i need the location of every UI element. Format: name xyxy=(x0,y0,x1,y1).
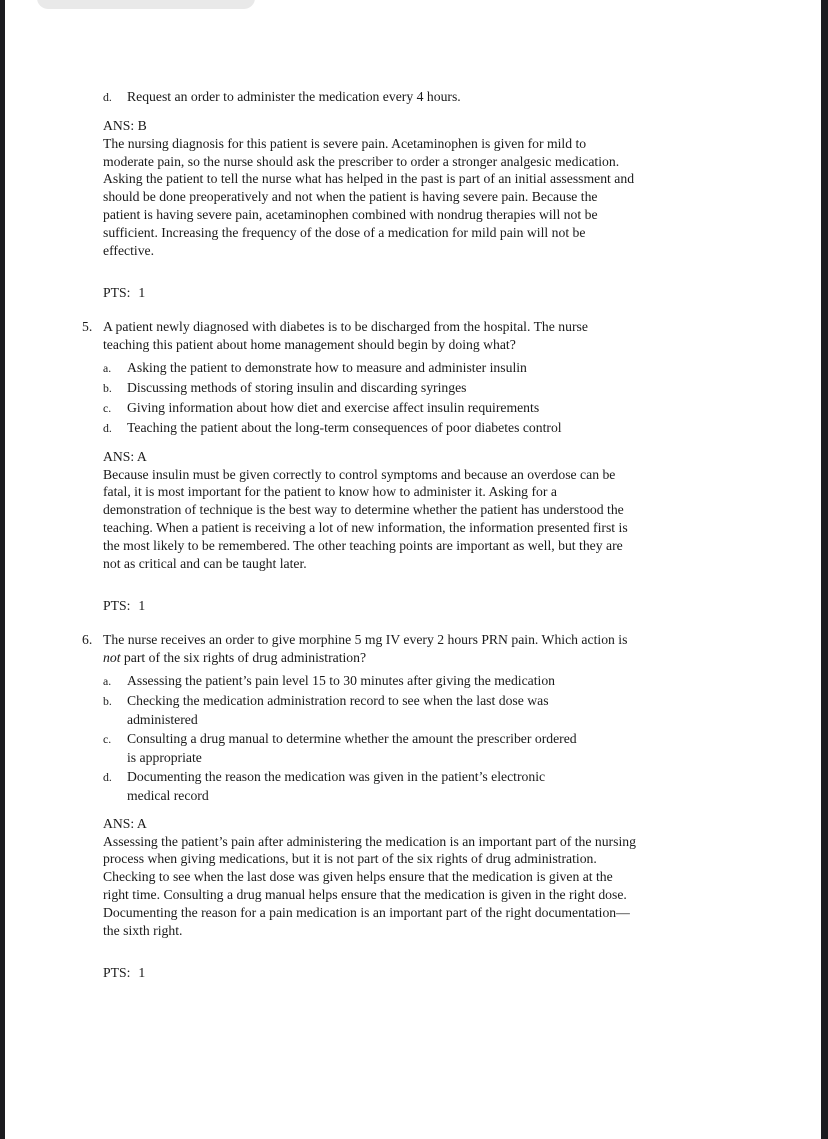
answer-text-line: should be done preoperatively and not when the patient is having severe pain. Because the xyxy=(103,189,598,205)
points-label: PTS: xyxy=(103,598,131,614)
option-text-line: Request an order to administer the medication every 4 hours. xyxy=(127,89,461,104)
italic-text-segment: not xyxy=(103,649,121,665)
question-text-line: A patient newly diagnosed with diabetes is to be discharged from the hospital. The nurse xyxy=(103,319,588,335)
option-text xyxy=(127,418,562,437)
answer-option xyxy=(103,671,763,691)
option-text-line: Documenting the reason the medication was given in the patient’s electronic xyxy=(127,768,546,784)
answer-text-line: sufficient. Increasing the frequency of the dose of a medication for mild pain will not be xyxy=(103,224,586,240)
answer-text-line: Asking the patient to tell the nurse what has helped in the past is part of an initial assessment and xyxy=(103,171,635,187)
answer-text-line: effective. xyxy=(103,242,155,258)
points-label: PTS: xyxy=(103,285,131,301)
points-value: 1 xyxy=(138,285,146,301)
points-line xyxy=(103,597,763,615)
option-text xyxy=(127,691,549,729)
top-toolbar-pill[interactable] xyxy=(37,0,255,9)
option-text-line: Giving information about how diet and exercise affect insulin requirements xyxy=(127,399,540,415)
option-letter: b. xyxy=(103,380,112,395)
option-text-line: administered xyxy=(127,711,198,727)
option-text-line: is appropriate xyxy=(127,749,202,765)
answer-option xyxy=(103,691,763,729)
option-text xyxy=(127,729,577,767)
option-letter: c. xyxy=(103,731,112,746)
question-item xyxy=(82,631,763,667)
points-line xyxy=(103,964,763,982)
option-text-line: medical record xyxy=(127,787,209,803)
option-letter: d. xyxy=(103,420,112,435)
answer-explanation xyxy=(103,448,763,573)
option-text-line: Consulting a drug manual to determine whether the amount the prescriber ordered xyxy=(127,730,577,746)
answer-text-line: Checking to see when the last dose was given helps ensure that the medication is given at the xyxy=(103,869,613,885)
answer-text-line: teaching. When a patient is receiving a lot of new information, the information presented first is xyxy=(103,519,628,535)
answer-option xyxy=(103,378,763,398)
answer-option xyxy=(103,729,763,767)
points-text xyxy=(103,597,763,615)
option-text xyxy=(127,671,555,690)
answer-text-line: process when giving medications, but it is not part of the six rights of drug administration. xyxy=(103,851,597,867)
question-text-line xyxy=(103,649,627,667)
points-value: 1 xyxy=(138,598,146,614)
answer-text-line: not as critical and can be taught later. xyxy=(103,555,307,571)
answer-text-line: patient is having severe pain, acetaminophen combined with nondrug therapies will not be xyxy=(103,206,598,222)
question-text xyxy=(103,631,627,667)
points-label: PTS: xyxy=(103,965,131,981)
answer-option xyxy=(103,358,763,378)
question-text xyxy=(103,318,588,354)
question-item xyxy=(82,318,763,354)
option-text-line: Assessing the patient’s pain level 15 to 30 minutes after giving the medication xyxy=(127,672,556,688)
answer-text-line: moderate pain, so the nurse should ask the prescriber to order a stronger analgesic medication. xyxy=(103,153,620,169)
option-letter: d. xyxy=(103,90,112,104)
option-text xyxy=(127,378,467,397)
document-page xyxy=(5,0,821,1139)
document-content xyxy=(82,87,763,982)
question-number: 5. xyxy=(82,319,93,335)
points-text xyxy=(103,964,763,982)
question-text-line: The nurse receives an order to give morphine 5 mg IV every 2 hours PRN pain. Which action is xyxy=(103,632,628,648)
option-letter: b. xyxy=(103,693,112,708)
answer-text-line: Because insulin must be given correctly to control symptoms and because an overdose can be xyxy=(103,466,616,482)
answer-explanation xyxy=(103,815,763,940)
answer-text-line: the most likely to be remembered. The other teaching points are important as well, but they are xyxy=(103,537,623,553)
answer-label: ANS: B xyxy=(103,118,147,133)
question-number: 6. xyxy=(82,632,93,648)
option-text xyxy=(127,87,461,106)
points-value: 1 xyxy=(138,965,146,981)
answer-text-line: the sixth right. xyxy=(103,922,183,938)
option-text xyxy=(127,767,545,805)
answer-explanation xyxy=(103,117,763,259)
points-text xyxy=(103,284,763,302)
answer-text-line: fatal, it is most important for the patient to know how to administer it. Asking for a xyxy=(103,484,557,500)
text-segment: part of the six rights of drug administration? xyxy=(120,649,367,665)
answer-text-line: Assessing the patient’s pain after administering the medication is an important part of the nursing xyxy=(103,833,636,849)
answer-option xyxy=(103,398,763,418)
answer-label: ANS: A xyxy=(103,448,147,464)
option-text-line: Asking the patient to demonstrate how to measure and administer insulin xyxy=(127,359,527,375)
answer-text-line: The nursing diagnosis for this patient is severe pain. Acetaminophen is given for mild to xyxy=(103,135,587,151)
answer-option xyxy=(103,87,763,107)
option-text-line: Checking the medication administration record to see when the last dose was xyxy=(127,692,549,708)
option-letter: c. xyxy=(103,400,112,415)
question-text-line: teaching this patient about home management should begin by doing what? xyxy=(103,336,516,352)
answer-text-line: right time. Consulting a drug manual helps ensure that the medication is given in the right dose. xyxy=(103,886,627,902)
option-text xyxy=(127,398,539,417)
answer-option xyxy=(103,418,763,438)
option-letter: d. xyxy=(103,769,112,784)
option-text-line: Discussing methods of storing insulin and discarding syringes xyxy=(127,379,467,395)
answer-label: ANS: A xyxy=(103,815,147,831)
option-text-line: Teaching the patient about the long-term consequences of poor diabetes control xyxy=(127,419,562,435)
option-letter: a. xyxy=(103,673,112,688)
option-text xyxy=(127,358,527,377)
answer-option xyxy=(103,767,763,805)
option-letter: a. xyxy=(103,360,112,375)
answer-text-line: Documenting the reason for a pain medication is an important part of the right documentation— xyxy=(103,904,630,920)
answer-text-line: demonstration of technique is the best way to determine whether the patient has understood the xyxy=(103,502,624,518)
points-line xyxy=(103,284,763,302)
